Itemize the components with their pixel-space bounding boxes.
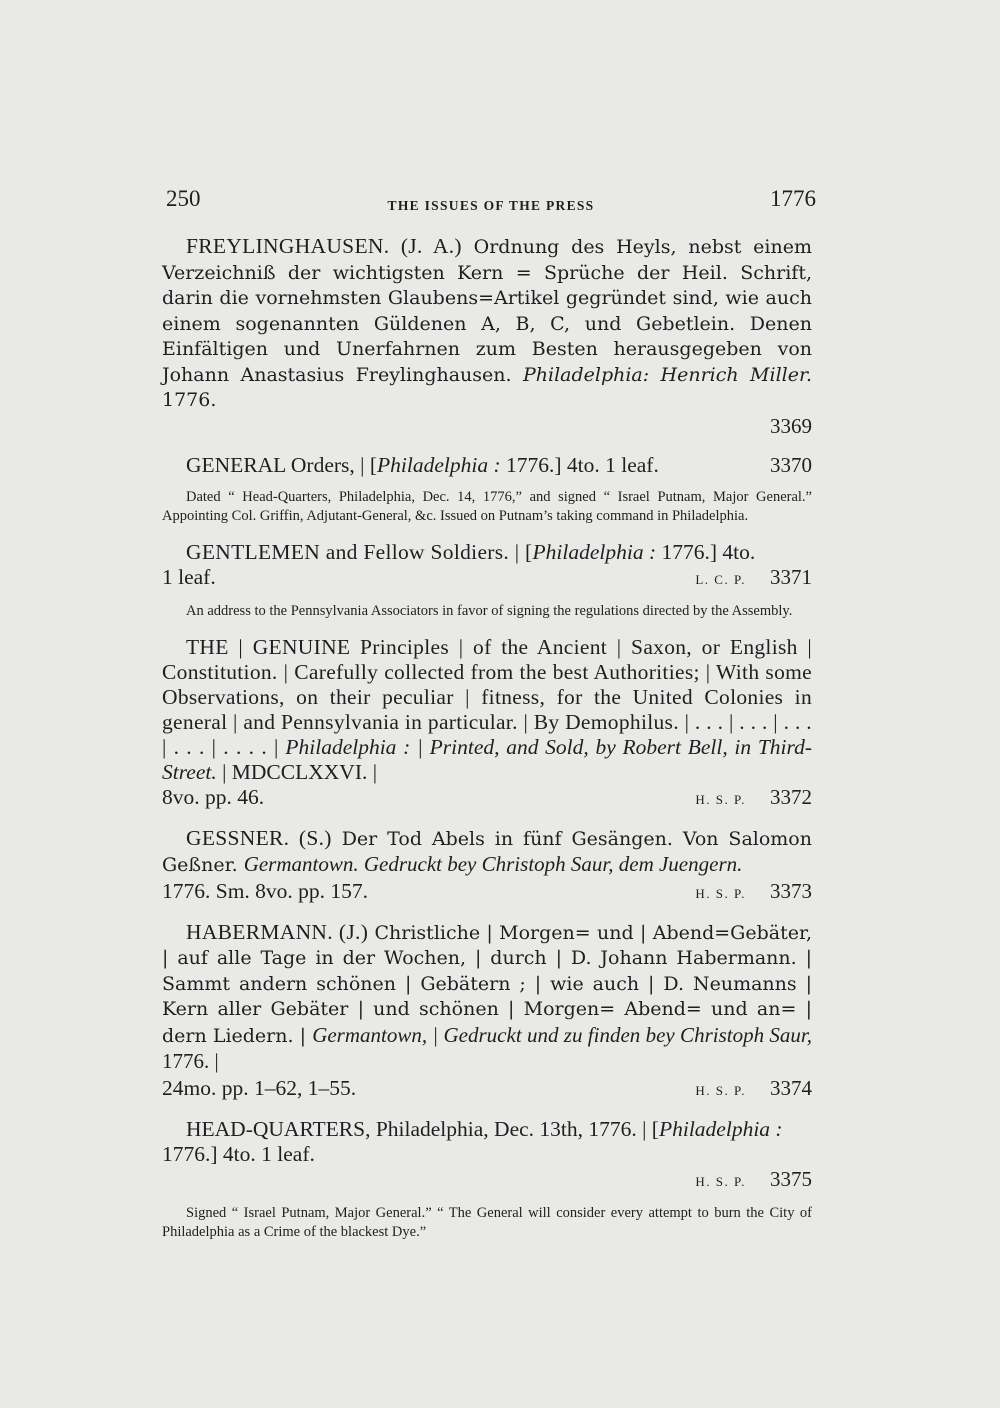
entry-note: Dated “ Head-Quarters, Philadelphia, Dec. 14, 1776,” and signed “ Israel Putnam, Major General.” Appointing Col. Griffin, Adjutant-General, &c. Issued on Putnam’s taking command in Philadelphia. <box>162 488 812 524</box>
entry-lead: GESSNER. (S.) <box>186 825 332 850</box>
entry-text <box>162 540 812 565</box>
header-year: 1776 <box>770 186 816 211</box>
entry-3371 <box>162 540 812 621</box>
entry-lead: HEAD-QUARTERS, Philadelphia, Dec. 13th, 1776. | [ <box>186 1116 659 1141</box>
entry-tail: 1776.] 4to. 1 leaf. <box>162 1141 315 1166</box>
entry-text <box>162 635 812 785</box>
entry-location: H. S. P. <box>695 885 746 901</box>
entry-number: 3374 <box>770 1075 812 1100</box>
page-header <box>166 186 816 226</box>
bibliography-entries <box>162 234 812 1256</box>
entry-3369 <box>162 234 812 439</box>
entry-number: 3372 <box>770 784 812 809</box>
running-title: THE ISSUES OF THE PRESS <box>387 198 595 213</box>
entry-endline <box>162 879 812 906</box>
entry-location: H. S. P. <box>695 1082 746 1098</box>
page-number: 250 <box>166 186 201 211</box>
entry-3375 <box>162 1117 812 1242</box>
entry-text <box>162 920 812 1076</box>
entry-lead: GENERAL Orders, | [ <box>186 452 377 477</box>
entry-number: 3373 <box>770 878 812 903</box>
entry-lead: FREYLINGHAUSEN. (J. A.) <box>186 234 462 258</box>
entry-number: 3371 <box>770 564 812 589</box>
entry-tail: 1776. <box>162 389 217 411</box>
entry-imprint: Philadelphia : <box>658 1116 783 1141</box>
entry-location: H. S. P. <box>695 1173 746 1189</box>
entry-tail: 1776.] 4to. <box>656 539 756 564</box>
entry-endline <box>162 414 812 439</box>
entry-tail: 1776.] 4to. 1 leaf. <box>500 452 659 477</box>
entry-location: H. S. P. <box>695 791 746 807</box>
entry-location: L. C. P. <box>695 571 746 587</box>
entry-lead: THE | GENUINE Principles | of the Ancient | Saxon, or English | Constitution. | Carefully collected from the best Authorities; | With some Observations, on their peculiar | fitness, for the United Colonies in general | and Pennsylvania in particular. | By Demophilus. | . . . | . . . | . . . | . . . | . . . . | <box>162 634 812 759</box>
entry-3374 <box>162 920 812 1103</box>
entry-lead: GENTLEMEN and Fellow Soldiers. | [ <box>186 539 533 564</box>
entry-note: An address to the Pennsylvania Associators in favor of signing the regulations directed by the Assembly. <box>186 602 793 619</box>
entry-tail: | MDCCLXXVI. | <box>216 759 378 784</box>
entry-title-text: Der Tod Abels in fünf Gesängen. Von Salomon Geßner. <box>162 827 812 876</box>
entry-imprint: Philadelphia : <box>532 539 657 564</box>
entry-collation: 1 leaf. <box>162 564 216 589</box>
entry-note: Signed “ Israel Putnam, Major General.” “ The General will consider every attempt to burn the City of Philadelphia as a Crime of the blackest Dye.” <box>162 1204 812 1240</box>
entry-title-text: Ordnung des Heyls, nebst einem Verzeichniß der wichtigsten Kern = Sprüche der Heil. Schrift, darin die vornehmsten Glaubens=Artikel gegründet sind, wie auch einem sogenannten Güldenen A, B, C, und Gebetlein. Denen Einfältigen und Unerfahrnen zum Besten herausgegeben von Johann Anastasius Freylinghausen. <box>162 236 812 386</box>
entry-text <box>162 234 812 414</box>
entry-endline <box>162 565 812 592</box>
entry-imprint: Philadelphia: Henrich Miller. <box>522 363 812 386</box>
entry-collation: 24mo. pp. 1–62, 1–55. <box>162 1075 357 1100</box>
entry-3373 <box>162 826 812 906</box>
entry-number: 3369 <box>770 413 812 438</box>
entry-imprint: Germantown, | Gedruckt und zu finden bey Christoph Saur, <box>312 1022 812 1047</box>
entry-endline <box>162 1076 812 1103</box>
entry-lead: HABERMANN. (J.) <box>186 919 369 944</box>
entry-collation: 8vo. pp. 46. <box>162 784 265 809</box>
entry-number: 3370 <box>770 452 812 477</box>
entry-text <box>162 826 812 879</box>
entry-imprint: Philadelphia : <box>377 452 501 477</box>
entry-3372 <box>162 635 812 812</box>
entry-imprint: Germantown. Gedruckt bey Christoph Saur, dem Juengern. <box>243 852 743 876</box>
entry-endline <box>162 785 812 812</box>
entry-3370 <box>162 453 812 526</box>
entry-text <box>162 453 812 478</box>
entry-collation: 1776. Sm. 8vo. pp. 157. <box>162 878 369 903</box>
entry-tail: 1776. | <box>162 1049 219 1073</box>
entry-text <box>162 1117 812 1194</box>
entry-number: 3375 <box>770 1166 812 1191</box>
entry-imprint: Philadelphia : | Printed, and Sold, by Robert Bell, in Third-Street. <box>162 734 813 784</box>
entry-title-text: Christliche | Morgen= und | Abend=Gebäter, | auf alle Tage in der Wochen, | durch | D. Johann Habermann. | Sammt andern schönen | Gebätern ; | wie auch | D. Neumanns | Kern aller Gebäter | und schönen | Morgen= Abend= und an= | dern Liedern. | <box>162 921 812 1047</box>
